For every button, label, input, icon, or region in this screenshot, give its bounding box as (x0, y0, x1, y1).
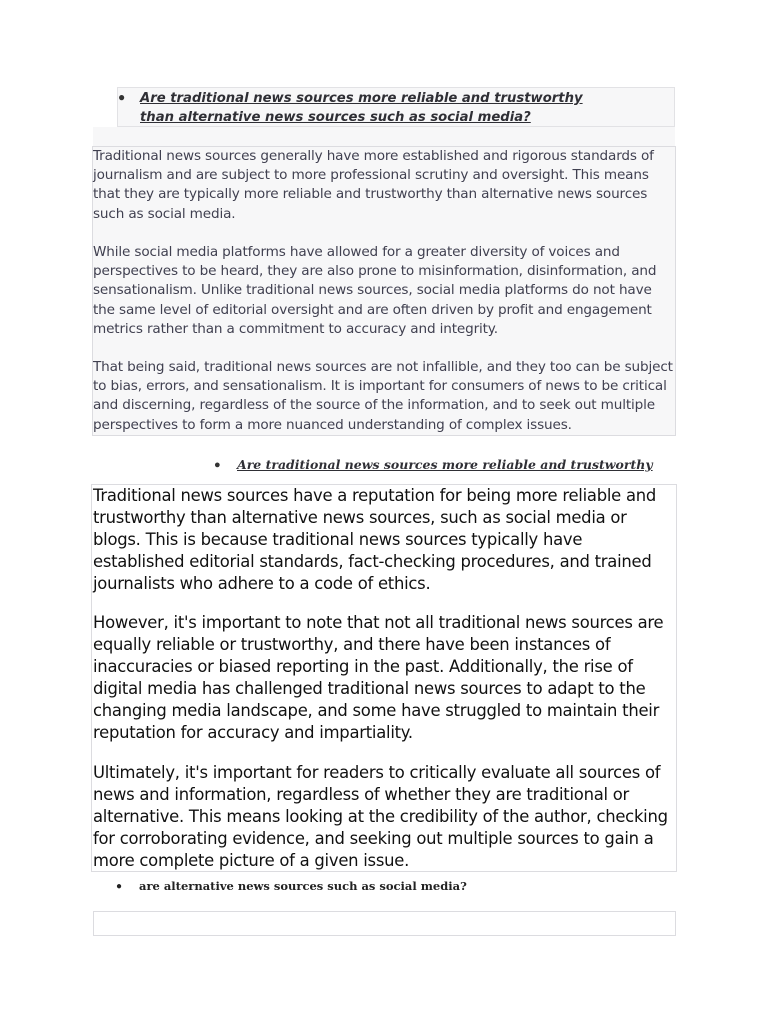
answer-2-paragraph: However, it's important to note that not all traditional news sources are equally reliable or trustworthy, and there have been instances of inaccuracies or biased reporting in the past. Additionally, the rise of digital media has challenged traditional news sources to adapt to the changing media landscape, and some have struggled to maintain their reputation for accuracy and impartiality. (93, 613, 664, 742)
question-heading-2: Are traditional news sources more reliable and trustworthy (237, 457, 653, 472)
bullet-icon: ● (116, 881, 123, 892)
question-heading-1: Are traditional news sources more reliable and trustworthy than alternative news sources such as social media? (140, 91, 583, 125)
answer-2-paragraph: Ultimately, it's important for readers to critically evaluate all sources of news and information, regardless of whether they are traditional or alternative. This means looking at the credibility of the author, checking for corroborating evidence, and seeking out multiple sources to gain a more complete picture of a given issue. (93, 763, 668, 870)
answer-1-paragraph: That being said, traditional news sources are not infallible, and they too can be subject to bias, errors, and sensationalism. It is important for consumers of news to be critical and discerning, regardless of the source of the information, and to seek out multiple perspectives to form a more nuanced understanding of complex issues. (93, 359, 673, 433)
question-heading-3: are alternative news sources such as social media? (139, 879, 467, 893)
bullet-icon: ● (214, 459, 221, 471)
question-box-1-strip (93, 127, 675, 147)
answer-1-paragraph: Traditional news sources generally have more established and rigorous standards of journalism and are subject to more professional scrutiny and oversight. This means that they are typically more reliable and trustworthy than alternative news sources such as social media. (93, 148, 654, 222)
answer-2-paragraph: Traditional news sources have a reputation for being more reliable and trustworthy than alternative news sources, such as social media or blogs. This is because traditional news sources typically have established editorial standards, fact-checking procedures, and trained journalists who adhere to a code of ethics. (93, 486, 657, 593)
answer-box-3 (93, 911, 676, 936)
answer-1-paragraph: While social media platforms have allowed for a greater diversity of voices and perspectives to be heard, they are also prone to misinformation, disinformation, and sensationalism. Unlike traditional news sources, social media platforms do not have the same level of editorial oversight and are often driven by profit and engagement metrics rather than a commitment to accuracy and integrity. (93, 244, 657, 337)
bullet-icon: ● (118, 90, 126, 104)
